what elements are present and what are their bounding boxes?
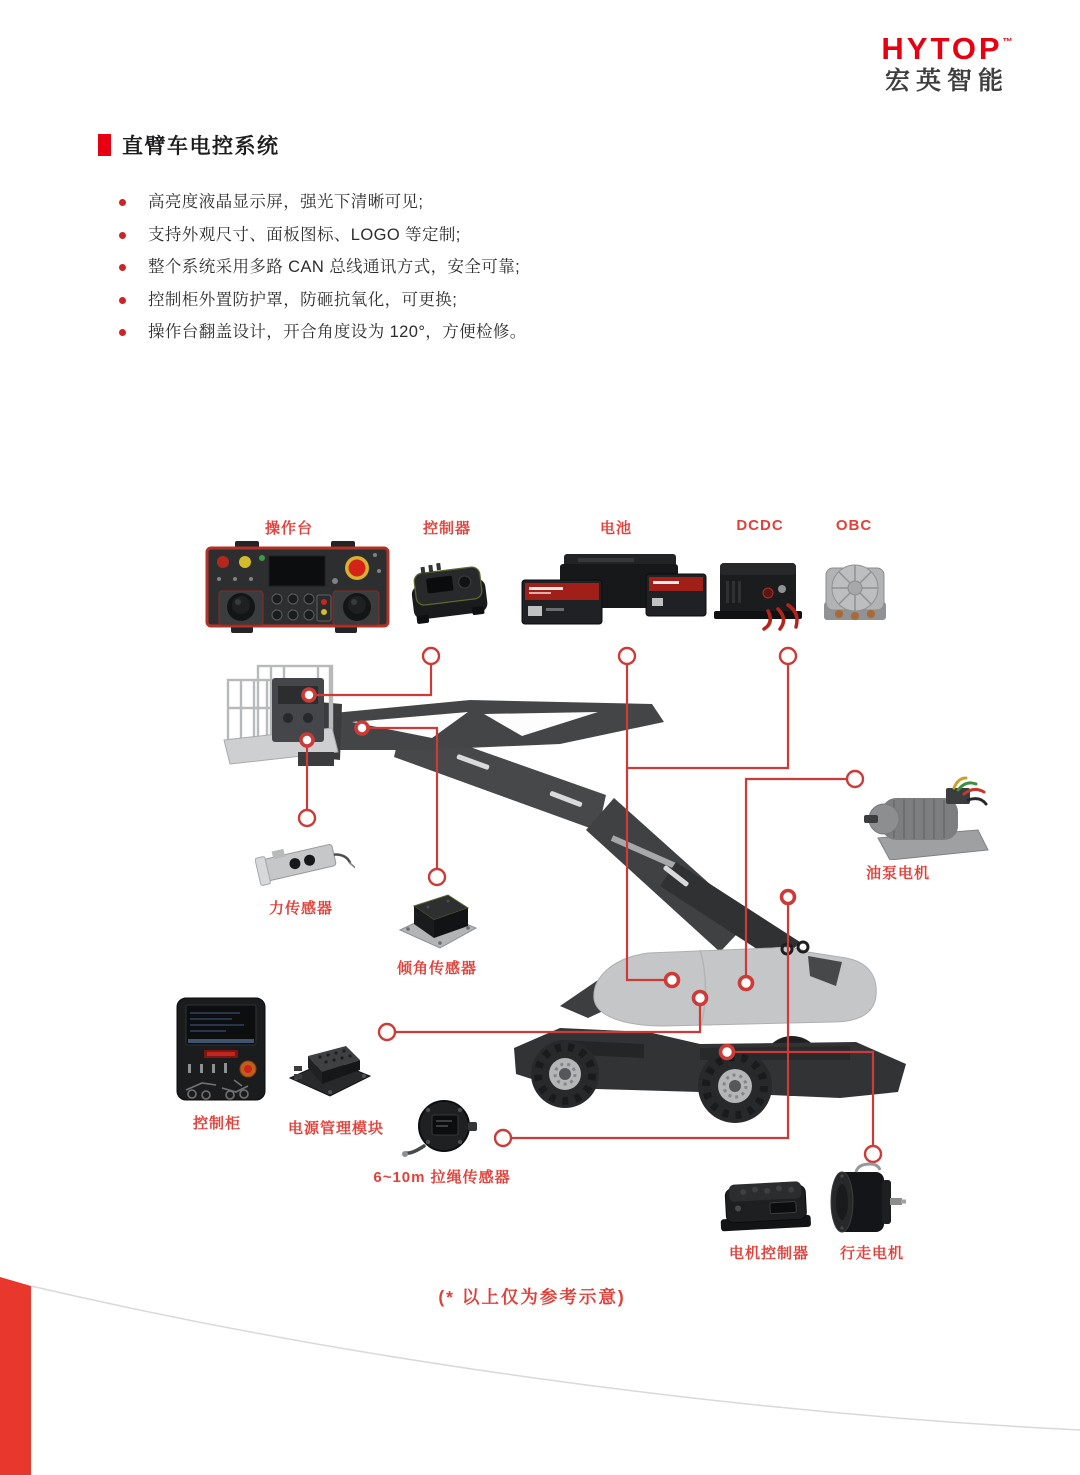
bullet-icon	[119, 329, 126, 336]
list-item	[114, 316, 754, 349]
dcdc-image	[712, 551, 804, 631]
force-sensor-image	[255, 835, 355, 890]
bullet-icon	[119, 264, 126, 271]
far-wheels	[586, 1036, 822, 1096]
bullet-icon	[119, 199, 126, 206]
feature-text: 支持外观尺寸、面板图标、LOGO 等定制;	[148, 225, 461, 244]
tilt-sensor-image	[396, 886, 478, 952]
rope-sensor-label: 6~10m 拉绳传感器	[373, 1169, 511, 1186]
motor-controller-label: 电机控制器	[728, 1245, 810, 1262]
brand-name: HYTOP™	[881, 31, 1013, 66]
travel-motor-label: 行走电机	[839, 1245, 905, 1262]
feature-text: 高亮度液晶显示屏，强光下清晰可见;	[148, 193, 424, 211]
near-wheels	[531, 1040, 772, 1123]
connector-lines	[307, 664, 873, 1146]
corner-accent-shape	[0, 1277, 31, 1475]
motor-controller-image	[718, 1175, 814, 1237]
tilt-sensor-label: 倾角传感器	[396, 960, 478, 977]
battery-label: 电池	[599, 520, 633, 537]
brand-subname: 宏英智能	[884, 67, 1009, 95]
feature-text: 控制柜外置防护罩，防砸抗氧化，可更换;	[148, 290, 458, 309]
trademark-symbol: ™	[1002, 37, 1013, 48]
list-item	[114, 284, 754, 317]
feature-list	[114, 186, 754, 349]
connector-endpoints	[299, 648, 881, 1162]
section-header	[98, 130, 280, 160]
pump-motor-label: 油泵电机	[865, 865, 931, 882]
title-marker	[98, 134, 111, 156]
bullet-icon	[119, 232, 126, 239]
dcdc-label: DCDC	[736, 517, 784, 534]
list-item	[114, 186, 754, 219]
platform-basket	[224, 666, 338, 766]
list-item	[114, 219, 754, 252]
power-module-label: 电源管理模块	[287, 1120, 385, 1137]
console-label: 操作台	[264, 520, 314, 537]
bullet-icon	[119, 297, 126, 304]
pump-motor-image	[862, 772, 992, 860]
feature-text: 操作台翻盖设计，开合角度设为 120°，方便检修。	[148, 323, 527, 342]
control-cabinet-image	[174, 996, 268, 1104]
controller-label: 控制器	[422, 520, 472, 537]
rope-sensor-image	[398, 1098, 484, 1160]
feature-text: 整个系统采用多路 CAN 总线通讯方式，安全可靠;	[148, 258, 521, 277]
brand-logo	[852, 32, 1042, 96]
obc-label: OBC	[835, 517, 873, 534]
page-title: 直臂车电控系统	[122, 135, 280, 158]
controller-image	[406, 556, 492, 628]
obc-image	[817, 552, 893, 630]
battery-image	[520, 550, 708, 630]
reference-note: (* 以上仅为参考示意)	[438, 1287, 626, 1307]
power-module-image	[286, 1036, 374, 1108]
force-sensor-label: 力传感器	[268, 900, 334, 917]
console-image	[205, 541, 390, 633]
turntable	[560, 942, 876, 1026]
list-item	[114, 251, 754, 284]
travel-motor-image	[822, 1162, 906, 1238]
jib-arm	[296, 700, 664, 760]
control-cabinet-label: 控制柜	[192, 1115, 242, 1132]
chassis	[514, 1028, 906, 1098]
